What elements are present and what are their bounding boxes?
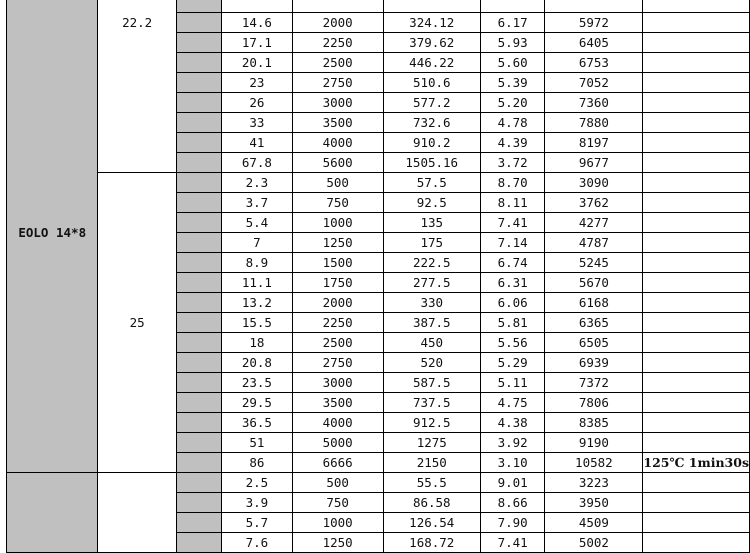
- table-cell: 587.5: [383, 373, 480, 393]
- empty-cell: [643, 213, 750, 233]
- table-cell: 1000: [292, 213, 383, 233]
- table-cell: 577.2: [383, 93, 480, 113]
- table-cell: [480, 0, 544, 13]
- table-cell: 2000: [292, 293, 383, 313]
- empty-cell: [643, 233, 750, 253]
- empty-cell: [643, 273, 750, 293]
- side-cell: [176, 213, 221, 233]
- table-cell: 10582: [545, 453, 643, 473]
- table-cell: 324.12: [383, 13, 480, 33]
- table-cell: 737.5: [383, 393, 480, 413]
- diameter-cell: [98, 473, 176, 553]
- empty-cell: [643, 473, 750, 493]
- empty-cell: [643, 73, 750, 93]
- table-cell: 23: [222, 73, 293, 93]
- table-cell: 3500: [292, 393, 383, 413]
- table-cell: 3000: [292, 93, 383, 113]
- table-cell: 510.6: [383, 73, 480, 93]
- table-cell: 6.17: [480, 13, 544, 33]
- table-cell: 5.7: [222, 513, 293, 533]
- side-cell: [176, 313, 221, 333]
- table-cell: 6168: [545, 293, 643, 313]
- table-cell: [545, 0, 643, 13]
- table-cell: 4277: [545, 213, 643, 233]
- table-cell: 9190: [545, 433, 643, 453]
- table-cell: 7: [222, 233, 293, 253]
- table-cell: 7.41: [480, 533, 544, 553]
- table-cell: 3950: [545, 493, 643, 513]
- table-cell: 36.5: [222, 413, 293, 433]
- table-cell: 1000: [292, 513, 383, 533]
- side-cell: [176, 173, 221, 193]
- side-cell: [176, 0, 221, 13]
- table-cell: 41: [222, 133, 293, 153]
- empty-cell: [643, 173, 750, 193]
- table-cell: 15.5: [222, 313, 293, 333]
- table-cell: [383, 0, 480, 13]
- table-cell: 2750: [292, 353, 383, 373]
- table-cell: 3090: [545, 173, 643, 193]
- empty-cell: [643, 433, 750, 453]
- side-cell: [176, 533, 221, 553]
- side-cell: [176, 153, 221, 173]
- table-cell: 2250: [292, 313, 383, 333]
- table-cell: 277.5: [383, 273, 480, 293]
- table-cell: 135: [383, 213, 480, 233]
- empty-cell: [643, 0, 750, 13]
- side-cell: [176, 293, 221, 313]
- table-cell: 5245: [545, 253, 643, 273]
- table-cell: 7.6: [222, 533, 293, 553]
- table-cell: 5.60: [480, 53, 544, 73]
- table-cell: 7806: [545, 393, 643, 413]
- table-cell: 446.22: [383, 53, 480, 73]
- table-cell: 3000: [292, 373, 383, 393]
- table-cell: 2750: [292, 73, 383, 93]
- table-cell: 2.3: [222, 173, 293, 193]
- table-cell: 6.31: [480, 273, 544, 293]
- table-cell: 3.9: [222, 493, 293, 513]
- empty-cell: [643, 293, 750, 313]
- empty-cell: [643, 373, 750, 393]
- table-cell: 92.5: [383, 193, 480, 213]
- table-cell: 4.75: [480, 393, 544, 413]
- table-cell: 14.6: [222, 13, 293, 33]
- table-cell: 3.7: [222, 193, 293, 213]
- empty-cell: [643, 153, 750, 173]
- spec-table: [6, 0, 750, 553]
- table-cell: 5000: [292, 433, 383, 453]
- table-cell: 1505.16: [383, 153, 480, 173]
- table-cell: 5.20: [480, 93, 544, 113]
- table-cell: 732.6: [383, 113, 480, 133]
- table-cell: 6365: [545, 313, 643, 333]
- table-cell: 7.90: [480, 513, 544, 533]
- table-cell: 5.56: [480, 333, 544, 353]
- table-cell: 5.4: [222, 213, 293, 233]
- table-cell: 5.81: [480, 313, 544, 333]
- side-cell: [176, 73, 221, 93]
- table-cell: 11.1: [222, 273, 293, 293]
- table-cell: 13.2: [222, 293, 293, 313]
- table-cell: 9.01: [480, 473, 544, 493]
- empty-cell: [643, 253, 750, 273]
- table-cell: 57.5: [383, 173, 480, 193]
- table-cell: 3.92: [480, 433, 544, 453]
- table-cell: 5.11: [480, 373, 544, 393]
- table-cell: 3500: [292, 113, 383, 133]
- side-cell: [176, 93, 221, 113]
- side-cell: [176, 13, 221, 33]
- table-cell: 5670: [545, 273, 643, 293]
- table-cell: 910.2: [383, 133, 480, 153]
- side-cell: [176, 393, 221, 413]
- side-cell: [176, 513, 221, 533]
- side-cell: [176, 473, 221, 493]
- table-cell: 2500: [292, 53, 383, 73]
- table-cell: [292, 0, 383, 13]
- table-cell: 2.5: [222, 473, 293, 493]
- empty-cell: [643, 393, 750, 413]
- table-cell: 6405: [545, 33, 643, 53]
- table-cell: 1250: [292, 233, 383, 253]
- table-cell: 4000: [292, 133, 383, 153]
- table-cell: 2500: [292, 333, 383, 353]
- table-cell: 20.8: [222, 353, 293, 373]
- side-cell: [176, 433, 221, 453]
- table-cell: 6505: [545, 333, 643, 353]
- table-cell: 26: [222, 93, 293, 113]
- empty-cell: [643, 493, 750, 513]
- table-cell: 126.54: [383, 513, 480, 533]
- table-cell: 1500: [292, 253, 383, 273]
- diameter-cell: 22.2: [98, 0, 176, 173]
- table-cell: 7880: [545, 113, 643, 133]
- table-cell: 20.1: [222, 53, 293, 73]
- table-cell: 23.5: [222, 373, 293, 393]
- empty-cell: [643, 333, 750, 353]
- table-cell: 379.62: [383, 33, 480, 53]
- side-cell: [176, 273, 221, 293]
- empty-cell: [643, 13, 750, 33]
- side-cell: [176, 233, 221, 253]
- side-cell: [176, 113, 221, 133]
- table-cell: 8385: [545, 413, 643, 433]
- table-cell: 175: [383, 233, 480, 253]
- side-cell: [176, 333, 221, 353]
- empty-cell: [643, 413, 750, 433]
- table-cell: 3.72: [480, 153, 544, 173]
- table-cell: 3.10: [480, 453, 544, 473]
- table-cell: 6.06: [480, 293, 544, 313]
- table-cell: 4.38: [480, 413, 544, 433]
- empty-cell: [643, 193, 750, 213]
- table-cell: 6.74: [480, 253, 544, 273]
- table-cell: 5.39: [480, 73, 544, 93]
- empty-cell: [643, 113, 750, 133]
- table-cell: 3762: [545, 193, 643, 213]
- table-cell: 8.66: [480, 493, 544, 513]
- table-cell: 51: [222, 433, 293, 453]
- table-cell: 1250: [292, 533, 383, 553]
- table-cell: 55.5: [383, 473, 480, 493]
- side-cell: [176, 413, 221, 433]
- table-cell: 5972: [545, 13, 643, 33]
- side-cell: [176, 253, 221, 273]
- table-cell: 33: [222, 113, 293, 133]
- table-cell: 7372: [545, 373, 643, 393]
- table-cell: 1750: [292, 273, 383, 293]
- table-cell: [222, 0, 293, 13]
- table-cell: 912.5: [383, 413, 480, 433]
- table-cell: 6939: [545, 353, 643, 373]
- empty-cell: [643, 533, 750, 553]
- table-cell: 750: [292, 493, 383, 513]
- table-cell: 500: [292, 473, 383, 493]
- table-cell: 4.39: [480, 133, 544, 153]
- table-row: [7, 173, 750, 193]
- table-cell: 4509: [545, 513, 643, 533]
- empty-cell: [643, 353, 750, 373]
- side-cell: [176, 193, 221, 213]
- table-cell: 450: [383, 333, 480, 353]
- empty-cell: [643, 313, 750, 333]
- empty-cell: [643, 93, 750, 113]
- table-cell: 2250: [292, 33, 383, 53]
- table-cell: 387.5: [383, 313, 480, 333]
- table-cell: 9677: [545, 153, 643, 173]
- side-cell: [176, 133, 221, 153]
- side-cell: [176, 453, 221, 473]
- table-cell: 7.14: [480, 233, 544, 253]
- table-cell: 8197: [545, 133, 643, 153]
- empty-cell: [643, 53, 750, 73]
- side-cell: [176, 33, 221, 53]
- table-cell: 330: [383, 293, 480, 313]
- table-cell: 2150: [383, 453, 480, 473]
- table-cell: 7360: [545, 93, 643, 113]
- table-cell: 222.5: [383, 253, 480, 273]
- table-cell: 17.1: [222, 33, 293, 53]
- table-cell: 8.11: [480, 193, 544, 213]
- diameter-cell: 25: [98, 173, 176, 473]
- table-cell: 750: [292, 193, 383, 213]
- table-cell: 1275: [383, 433, 480, 453]
- table-row: [7, 473, 750, 493]
- side-cell: [176, 493, 221, 513]
- table-cell: 5.93: [480, 33, 544, 53]
- side-cell: [176, 353, 221, 373]
- table-cell: 7.41: [480, 213, 544, 233]
- table-cell: 67.8: [222, 153, 293, 173]
- table-row: [7, 0, 750, 13]
- table-cell: 6666: [292, 453, 383, 473]
- table-cell: 2000: [292, 13, 383, 33]
- table-cell: 4.78: [480, 113, 544, 133]
- table-cell: 520: [383, 353, 480, 373]
- table-cell: 5002: [545, 533, 643, 553]
- table-cell: 4787: [545, 233, 643, 253]
- empty-cell: [643, 513, 750, 533]
- table-cell: 18: [222, 333, 293, 353]
- table-cell: 86.58: [383, 493, 480, 513]
- table-cell: 8.9: [222, 253, 293, 273]
- table-cell: 5.29: [480, 353, 544, 373]
- side-cell: [176, 53, 221, 73]
- model-cell: EOLO 14*8: [7, 0, 98, 473]
- model-cell-next: [7, 473, 98, 553]
- note-cell: 125℃ 1min30s: [643, 453, 750, 473]
- table-cell: 86: [222, 453, 293, 473]
- empty-cell: [643, 133, 750, 153]
- side-cell: [176, 373, 221, 393]
- table-cell: 5600: [292, 153, 383, 173]
- table-cell: 7052: [545, 73, 643, 93]
- table-cell: 4000: [292, 413, 383, 433]
- table-cell: 6753: [545, 53, 643, 73]
- table-cell: 3223: [545, 473, 643, 493]
- table-cell: 500: [292, 173, 383, 193]
- table-cell: 29.5: [222, 393, 293, 413]
- table-cell: 8.70: [480, 173, 544, 193]
- empty-cell: [643, 33, 750, 53]
- table-cell: 168.72: [383, 533, 480, 553]
